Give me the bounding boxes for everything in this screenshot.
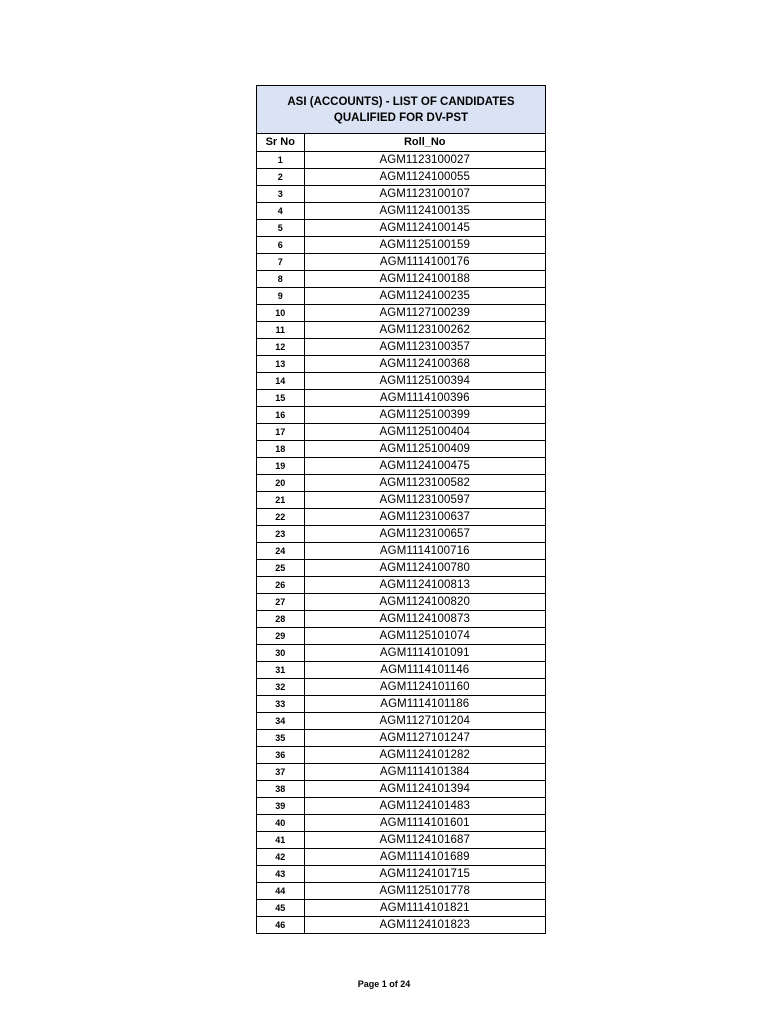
roll-no-cell: AGM1124101823 [304, 916, 545, 933]
sr-no-cell: 27 [257, 593, 304, 610]
table-row [257, 865, 545, 882]
roll-number-table [257, 134, 545, 933]
sr-no-cell: 33 [257, 695, 304, 712]
roll-no-cell: AGM1123100637 [304, 508, 545, 525]
sr-no-cell: 36 [257, 746, 304, 763]
header-row [257, 134, 545, 151]
sr-no-cell: 25 [257, 559, 304, 576]
roll-no-cell: AGM1124100820 [304, 593, 545, 610]
roll-no-cell: AGM1125100409 [304, 440, 545, 457]
candidate-list-table [256, 85, 546, 934]
sr-no-cell: 12 [257, 338, 304, 355]
roll-no-cell: AGM1123100357 [304, 338, 545, 355]
table-row [257, 287, 545, 304]
roll-no-cell: AGM1124101483 [304, 797, 545, 814]
sr-no-cell: 19 [257, 457, 304, 474]
sr-no-cell: 10 [257, 304, 304, 321]
sr-no-cell: 3 [257, 185, 304, 202]
roll-no-cell: AGM1124101160 [304, 678, 545, 695]
table-title: ASI (ACCOUNTS) - LIST OF CANDIDATES QUALIFIED FOR DV-PST [257, 86, 545, 134]
sr-no-cell: 24 [257, 542, 304, 559]
table-row [257, 797, 545, 814]
sr-no-cell: 18 [257, 440, 304, 457]
page-number: Page 1 of 24 [357, 979, 411, 989]
table-row [257, 610, 545, 627]
sr-no-cell: 42 [257, 848, 304, 865]
roll-no-cell: AGM1124101282 [304, 746, 545, 763]
table-row [257, 151, 545, 168]
table-row [257, 576, 545, 593]
sr-no-cell: 43 [257, 865, 304, 882]
table-row [257, 746, 545, 763]
roll-no-cell: AGM1123100262 [304, 321, 545, 338]
sr-no-cell: 23 [257, 525, 304, 542]
roll-no-cell: AGM1127101247 [304, 729, 545, 746]
table-row [257, 814, 545, 831]
sr-no-cell: 5 [257, 219, 304, 236]
roll-no-cell: AGM1123100657 [304, 525, 545, 542]
sr-no-cell: 44 [257, 882, 304, 899]
table-row [257, 253, 545, 270]
sr-no-cell: 37 [257, 763, 304, 780]
table-body [257, 151, 545, 933]
roll-no-cell: AGM1124100055 [304, 168, 545, 185]
table-row [257, 780, 545, 797]
roll-no-cell: AGM1114101821 [304, 899, 545, 916]
sr-no-cell: 14 [257, 372, 304, 389]
roll-no-cell: AGM1123100107 [304, 185, 545, 202]
roll-no-cell: AGM1114100396 [304, 389, 545, 406]
sr-no-cell: 9 [257, 287, 304, 304]
table-row [257, 236, 545, 253]
table-row [257, 457, 545, 474]
roll-no-cell: AGM1125101778 [304, 882, 545, 899]
sr-no-cell: 1 [257, 151, 304, 168]
roll-no-cell: AGM1124101715 [304, 865, 545, 882]
table-row [257, 270, 545, 287]
sr-no-cell: 15 [257, 389, 304, 406]
table-row [257, 304, 545, 321]
roll-no-cell: AGM1125100394 [304, 372, 545, 389]
sr-no-cell: 2 [257, 168, 304, 185]
roll-no-cell: AGM1124100368 [304, 355, 545, 372]
table-row [257, 542, 545, 559]
roll-no-cell: AGM1124100188 [304, 270, 545, 287]
roll-no-cell: AGM1125101074 [304, 627, 545, 644]
table-row [257, 712, 545, 729]
sr-no-cell: 16 [257, 406, 304, 423]
table-row [257, 202, 545, 219]
sr-no-cell: 30 [257, 644, 304, 661]
sr-no-cell: 13 [257, 355, 304, 372]
sr-no-cell: 41 [257, 831, 304, 848]
roll-no-cell: AGM1127100239 [304, 304, 545, 321]
roll-no-cell: AGM1114101091 [304, 644, 545, 661]
table-row [257, 848, 545, 865]
roll-no-cell: AGM1123100582 [304, 474, 545, 491]
roll-no-cell: AGM1124100235 [304, 287, 545, 304]
sr-no-cell: 26 [257, 576, 304, 593]
table-row [257, 321, 545, 338]
roll-no-cell: AGM1124100873 [304, 610, 545, 627]
roll-no-cell: AGM1123100027 [304, 151, 545, 168]
column-header-sr-no: Sr No [257, 134, 304, 151]
table-row [257, 355, 545, 372]
table-row [257, 763, 545, 780]
table-row [257, 338, 545, 355]
column-header-roll-no: Roll_No [304, 134, 545, 151]
table-row [257, 185, 545, 202]
table-row [257, 372, 545, 389]
roll-no-cell: AGM1114101384 [304, 763, 545, 780]
sr-no-cell: 4 [257, 202, 304, 219]
sr-no-cell: 11 [257, 321, 304, 338]
table-row [257, 593, 545, 610]
table-row [257, 440, 545, 457]
sr-no-cell: 22 [257, 508, 304, 525]
sr-no-cell: 28 [257, 610, 304, 627]
roll-no-cell: AGM1124101687 [304, 831, 545, 848]
table-row [257, 491, 545, 508]
table-row [257, 525, 545, 542]
table-row [257, 474, 545, 491]
sr-no-cell: 20 [257, 474, 304, 491]
roll-no-cell: AGM1114101601 [304, 814, 545, 831]
table-row [257, 423, 545, 440]
table-row [257, 406, 545, 423]
sr-no-cell: 31 [257, 661, 304, 678]
roll-no-cell: AGM1124100475 [304, 457, 545, 474]
table-row [257, 661, 545, 678]
roll-no-cell: AGM1114100176 [304, 253, 545, 270]
table-row [257, 644, 545, 661]
roll-no-cell: AGM1125100159 [304, 236, 545, 253]
table-row [257, 559, 545, 576]
roll-no-cell: AGM1114101146 [304, 661, 545, 678]
sr-no-cell: 32 [257, 678, 304, 695]
roll-no-cell: AGM1124100135 [304, 202, 545, 219]
sr-no-cell: 6 [257, 236, 304, 253]
sr-no-cell: 21 [257, 491, 304, 508]
sr-no-cell: 39 [257, 797, 304, 814]
roll-no-cell: AGM1125100404 [304, 423, 545, 440]
table-row [257, 168, 545, 185]
sr-no-cell: 35 [257, 729, 304, 746]
table-row [257, 219, 545, 236]
sr-no-cell: 34 [257, 712, 304, 729]
table-row [257, 678, 545, 695]
sr-no-cell: 40 [257, 814, 304, 831]
table-row [257, 627, 545, 644]
roll-no-cell: AGM1127101204 [304, 712, 545, 729]
table-row [257, 729, 545, 746]
sr-no-cell: 45 [257, 899, 304, 916]
table-row [257, 389, 545, 406]
roll-no-cell: AGM1124100145 [304, 219, 545, 236]
table-row [257, 695, 545, 712]
sr-no-cell: 38 [257, 780, 304, 797]
sr-no-cell: 7 [257, 253, 304, 270]
roll-no-cell: AGM1124100813 [304, 576, 545, 593]
sr-no-cell: 17 [257, 423, 304, 440]
sr-no-cell: 8 [257, 270, 304, 287]
table-row [257, 916, 545, 933]
table-row [257, 831, 545, 848]
roll-no-cell: AGM1114100716 [304, 542, 545, 559]
table-row [257, 508, 545, 525]
sr-no-cell: 46 [257, 916, 304, 933]
table-row [257, 882, 545, 899]
roll-no-cell: AGM1124100780 [304, 559, 545, 576]
sr-no-cell: 29 [257, 627, 304, 644]
table-row [257, 899, 545, 916]
roll-no-cell: AGM1125100399 [304, 406, 545, 423]
roll-no-cell: AGM1114101689 [304, 848, 545, 865]
roll-no-cell: AGM1124101394 [304, 780, 545, 797]
roll-no-cell: AGM1123100597 [304, 491, 545, 508]
roll-no-cell: AGM1114101186 [304, 695, 545, 712]
